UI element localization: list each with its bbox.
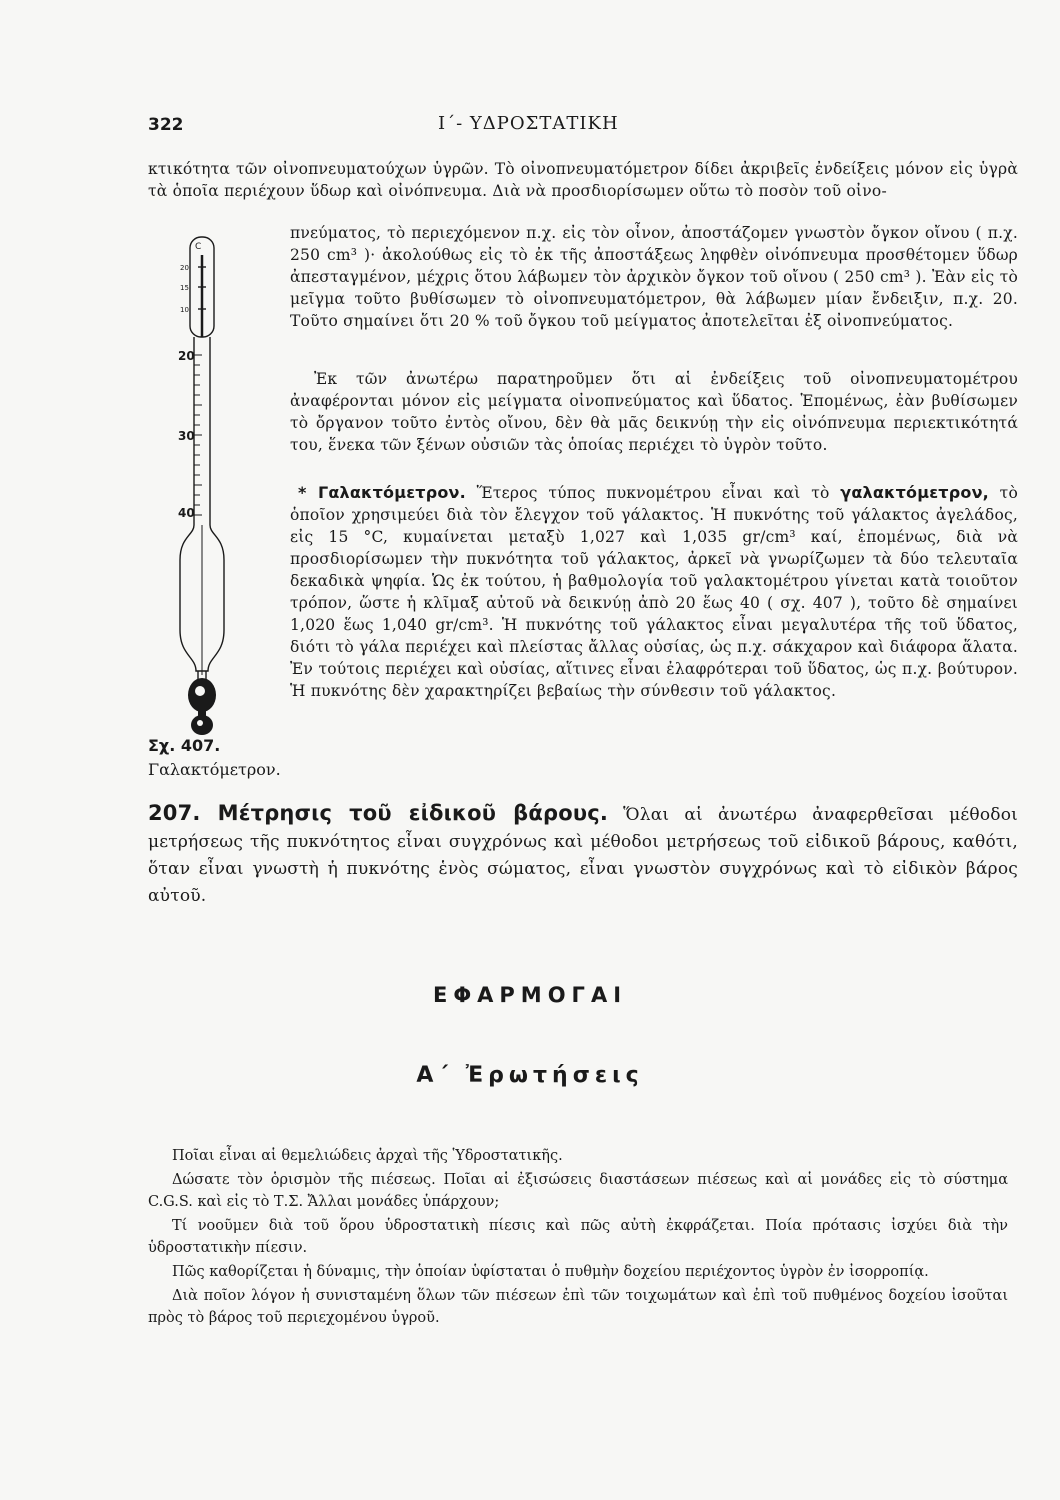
galactometer-drawing — [180, 237, 224, 680]
ballast-weights — [188, 678, 216, 735]
thermo-label-20: 20 — [180, 264, 189, 272]
question-item: Διὰ ποῖον λόγον ἡ συνισταμένη ὅλων τῶν πιέσεων ἐπὶ τῶν τοιχωμάτων καὶ ἐπὶ τοῦ πυθμένος δοχείου ἰσοῦται πρὸς τὸ βάρος τοῦ περιεχομένου ὑγροῦ. — [148, 1288, 1008, 1326]
page-header — [148, 115, 1008, 139]
alcoholometer-second-paragraph: Ἐκ τῶν ἀνωτέρω παρατηροῦμεν ὅτι αἱ ἐνδείξεις τοῦ οἰνοπνευματομέτρου ἀναφέρονται μόνον εἰς μείγματα οἰνοπνεύματος καὶ ὕδατος. Ἑπομένως, ἐὰν βυθίσωμεν τὸ ὄργανον τοῦτο ἐντὸς οἴνου, δὲν θὰ μᾶς δεικνύῃ τὴν εἰς οἰνόπνευμα περιεκτικότητά του, ἕνεκα τῶν ξένων οὐσιῶν τὰς ὁποίας περιέχει τὸ ὑγρὸν τοῦτο. — [290, 370, 1018, 454]
figure-caption — [148, 734, 281, 782]
galactometer-term: γαλακτόμετρον, — [840, 483, 989, 502]
question-item: Δώσατε τὸν ὁρισμὸν τῆς πιέσεως. Ποῖαι αἱ ἐξισώσεις διαστάσεων πιέσεως καὶ αἱ μονάδες εἰς τὸ σύστημα C.G.S. καὶ εἰς τὸ Τ.Σ. Ἄλλαι μονάδες ὑπάρχουν; — [148, 1172, 1008, 1210]
question-item: Τί νοοῦμεν διὰ τοῦ ὅρου ὑδροστατικὴ πίεσις καὶ πῶς αὐτὴ ἐκφράζεται. Ποία πρότασις ἰσχύει διὰ τὴν ὑδροστατικὴν πίεσιν. — [148, 1218, 1008, 1256]
section-207-paragraph — [148, 800, 1018, 910]
applications-heading: ΕΦΑΡΜΟΓΑΙ — [432, 983, 628, 1007]
section-207-text: Ὅλαι αἱ ἀνωτέρω ἀναφερθεῖσαι μέθοδοι μετρήσεως τῆς πυκνότητος εἶναι συγχρόνως καὶ μέθοδοι μετρήσεως τοῦ εἰδικοῦ βάρους, καθότι, ὅταν εἶναι γνωστὴ ἡ πυκνότης ἑνὸς σώματος, εἶναι γνωστὸν συγχρόνως καὶ τὸ εἰδικὸν βάρος αὐτοῦ. — [148, 805, 1018, 906]
question-item: Ποῖαι εἶναι αἱ θεμελιώδεις ἀρχαὶ τῆς Ὑδροστατικῆς. — [172, 1148, 563, 1164]
galactometer-paragraph — [290, 482, 1018, 702]
thermo-label-15: 15 — [180, 284, 189, 292]
page-number: 322 — [148, 115, 184, 135]
questions-list — [148, 1145, 1008, 1331]
thermo-label-10: 10 — [180, 306, 189, 314]
galactometer-heading: * Γαλακτόμετρον. — [298, 483, 466, 502]
galactometer-text-b: τὸ ὁποῖον χρησιμεύει διὰ τὸν ἔλεγχον τοῦ γάλακτος. Ἡ πυκνότης τοῦ γάλακτος ἀγελάδος, εἰς 15 °C, κυμαίνεται μεταξὺ 1,027 καὶ 1,035 gr/cm³ καί, ἑπομένως, διὰ νὰ προσδιορίσωμεν τὴν πυκνότητα τοῦ γάλακτος, ἀρκεῖ νὰ γνωρίζωμεν τὰ δύο τελευταῖα δεκαδικὰ ψηφία. Ὡς ἐκ τούτου, ἡ βαθμολογία τοῦ γαλακτομέτρου γίνεται κατὰ τοιοῦτον τρόπον, ὥστε ἡ κλῖμαξ αὐτοῦ νὰ δεικνύῃ ἀπὸ 20 ἕως 40 ( σχ. 407 ), τοῦτο δὲ σημαίνει 1,020 ἕως 1,040 gr/cm³. Ἡ πυκνότης τοῦ γάλακτος εἶναι μεγαλυτέρα τῆς τοῦ ὕδατος, διότι τὸ γάλα περιέχει καὶ πλείστας ἄλλας οὐσίας, ὡς π.χ. σάκχαρον καὶ διάφορα ἅλατα. Ἐν τούτοις περιέχει καὶ οὐσίας, αἵτινες εἶναι ἐλαφρότεραι τοῦ ὕδατος, ὡς π.χ. βούτυρον. Ἡ πυκνότης δὲν χαρακτηρίζει βεβαίως τὴν σύνθεσιν τοῦ γάλακτος. — [290, 484, 1018, 700]
stem-scale-ticks — [194, 355, 202, 515]
question-item: Πῶς καθορίζεται ἡ δύναμις, τὴν ὁποίαν ὑφίσταται ὁ πυθμὴν δοχείου περιέχοντος ὑγρὸν ἐν ἰσορροπίᾳ. — [172, 1264, 929, 1280]
scale-label-30: 30 — [178, 429, 195, 443]
alcoholometer-intro-paragraph: κτικότητα τῶν οἰνοπνευματούχων ὑγρῶν. Τὸ οἰνοπνευματόμετρον δίδει ἀκριβεῖς ἐνδείξεις μόνον εἰς ὑγρὰ τὰ ὁποῖα περιέχουν ὕδωρ καὶ οἰνόπνευμα. Διὰ νὰ προσδιορίσωμεν οὕτω τὸ ποσὸν τοῦ οἰνο- — [148, 160, 1018, 200]
scale-label-40: 40 — [178, 506, 195, 520]
questions-heading: Α΄ Ἐρωτήσεις — [416, 1063, 644, 1088]
running-title: Ι΄- ΥΔΡΟΣΤΑΤΙΚΗ — [438, 113, 619, 134]
thermo-label-c: C — [195, 242, 202, 252]
caption-number: Σχ. 407. — [148, 736, 221, 755]
scale-label-20: 20 — [178, 349, 195, 363]
galactometer-text-a: Ἕτερος τύπος πυκνομέτρου εἶναι καὶ τὸ — [465, 484, 841, 502]
section-207-title: 207. Μέτρησις τοῦ εἰδικοῦ βάρους. — [148, 801, 609, 825]
galactometer-figure — [150, 225, 285, 785]
caption-text: Γαλακτόμετρον. — [148, 760, 281, 779]
alcoholometer-continuation-paragraph: πνεύματος, τὸ περιεχόμενον π.χ. εἰς τὸν οἶνον, ἀποστάζομεν γνωστὸν ὄγκον οἴνου ( π.χ. 250 cm³ )· ἀκολούθως εἰς τὸ ἐκ τῆς ἀποστάξεως ληφθὲν οἰνόπνευμα προσθέτομεν ὕδωρ ἀπεσταγμένον, μέχρις ὅτου λάβωμεν τὸν ἀρχικὸν ὄγκον τοῦ οἴνου ( 250 cm³ ). Ἐὰν εἰς τὸ μεῖγμα τοῦτο βυθίσωμεν τὸ οἰνοπνευματόμετρον, θὰ λάβωμεν μίαν ἔνδειξιν, π.χ. 20. Τοῦτο σημαίνει ὅτι 20 % τοῦ ὄγκου τοῦ μείγματος ἀποτελεῖται ἐξ οἰνοπνεύματος. — [290, 224, 1018, 330]
